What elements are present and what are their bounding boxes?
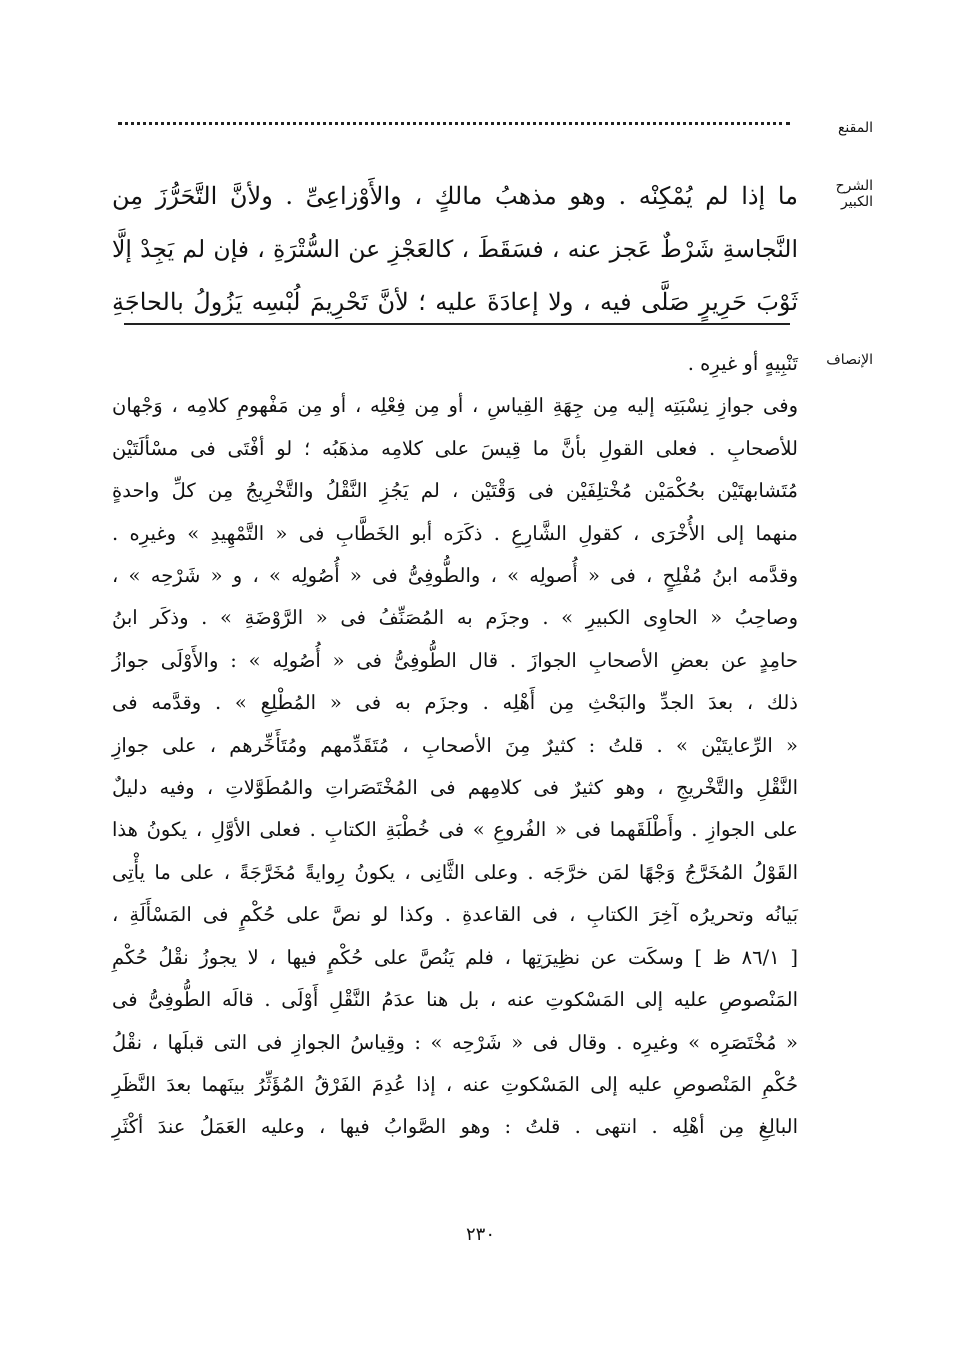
insaf-line: تَنْبِيهٍ أو غيرِه . [687,352,798,375]
insaf-line: وقدَّمه ابنُ مُفْلِحٍ ، فى « أُصولِه » ، والطُّوفِىُّ فى « أُصُولِه » ، و « شَرْحِه » ، [112,564,798,588]
sharh-text-block [112,170,798,329]
insaf-line: المَنْصوصِ عليه إلى المَسْكوتِ عنه ، بل هنا عدَمُ النَّقْلِ أَوْلَى . قالَه الطُّوفِىُّ فى [112,988,798,1012]
insaf-section-label: الإنصاف [826,352,873,368]
muqni-dotted-placeholder [118,122,790,125]
insaf-line: « مُخْتَصَرِه » وغيرِه . وقال فى « شَرْحِه » : وقِياسُ الجوازِ فى التى قبلَها ، نقْلُ [112,1030,798,1054]
insaf-line: بَيانُه وتحريرُه آخِرَ الكتابِ ، فى القاعدةِ . وكذا لو نصَّ على حُكْمٍ فى المَسْأَلَةِ ، [112,903,798,927]
insaf-line: البالِغِ مِن أهْلِه . انتهى . قلتُ : وهو الصَّوابُ فيها ، وعليه العَمَلُ عندَ أكْثَرِ [112,1115,798,1139]
page-number: ٢٣٠ [465,1224,495,1245]
sharh-line: ما إذا لم يُمْكِنْه . وهو مذهبُ مالكٍ ، والأَوْزاعِىِّ . ولأنَّ التَّحَرُّزَ مِن [112,182,798,210]
insaf-line: القَوْلُ المُخَرَّجُ وَجْهًا لمَن خرَّجَه . وعلى الثَّانِى ، يكونُ رِوايةً مُخَرَّجَةً ، على ما يأْتِى [112,860,798,884]
sharh-section-label: الشرح الكبير [835,178,873,210]
insaf-line: وصاحِبُ « الحاوِى الكبيرِ » . وجزَم به المُصَنِّفُ فى « الرَّوْضَةِ » . وذكَر ابنُ [112,606,798,630]
insaf-line: حُكْمِ المَنْصوصِ عليه إلى المَسْكوتِ عنه ، إذا عُدِمَ الفَرْقُ المُؤَثِّرُ بينَهما بعدَ النَّظَرِ [112,1072,798,1096]
insaf-line: وفى جوازِ نِسْبَتِه إليه مِن جِهَةِ القِياسِ ، أو مِن فِعْلِه ، أو مِن مَفْهومِ كلامِه ، وَجْهان [112,394,798,418]
insaf-line: حامِدٍ عن بعضِ الأصحابِ الجوازَ . قال الطُّوفِىُّ فى « أُصُولِه » : والأَوْلَى جوازُ [112,648,798,672]
insaf-line: مُتَشابهتَيْن بحُكْمَيْن مُخْتلِفَيْن فى وَقْتَيْن ، لم يَجُزِ النَّقْلُ والتَّخْرِيجُ مِن كلِّ واحدةٍ [112,479,798,503]
muqni-section-label: المقنع [837,120,873,136]
insaf-line: [ ٨٦/١ ظ ] وسكَت عن نظِيرَتِها ، فلم يَنُصَّ على حُكْمٍ فيها ، لا يجوزُ نقْلُ حُكْمِ [112,945,799,969]
insaf-line: على الجوازِ . وأَطْلَقَهما فى « الفُروعِ » فى خُطْبَةِ الكتابِ . فعلى الأوَّلِ ، يكونُ هذا [112,818,798,842]
sharh-line: ثَوْبَ حَرِيرٍ صَلَّى فيه ، ولا إعادَةَ عليه ؛ لأنَّ تَحْرِيمَ لُبْسِه يَزُولُ بالحاجَةِ [112,288,798,316]
insaf-line: منهما إلى الأُخْرَى ، كقولِ الشَّارِعِ . ذكَرَه أبو الخَطَّابِ فى « التَّمْهِيدِ » وغيرِه . [112,521,798,545]
section-divider [124,323,790,325]
sharh-line: النَّجاسةِ شَرْطٌ عَجز عنه ، فسَقَطَ ، كالعَجْزِ عن السُّتْرَةِ ، فإن لم يَجِدْ إلَّا [112,235,798,263]
insaf-line: ذلك ، بعدَ الجدِّ والبَحْثِ مِن أَهْلِه . وجزَم به فى « المُطْلِعِ » . وقدَّمه فى [112,691,798,715]
insaf-line: « الرِّعايتَيْن » . قلتُ : كثيرٌ مِنَ الأصحابِ ، مُتَقَدِّمهم ومُتَأَخِّرهم ، على جوازِ [112,733,798,757]
insaf-line: للأصحابِ . فعلى القولِ بأنَّ ما قِيسَ على كلامِه مذهَبُه ؛ لو أفْتَى فى مسْألَتَيْن [112,436,798,460]
insaf-text-block [112,343,798,1149]
insaf-line: النَّقْلِ والتَّخْريجِ ، وهو كثيرٌ فى كلامِهم فى المُخْتَصَراتِ والمُطَوَّلاتِ ، وفيه دليلٌ [112,776,798,800]
